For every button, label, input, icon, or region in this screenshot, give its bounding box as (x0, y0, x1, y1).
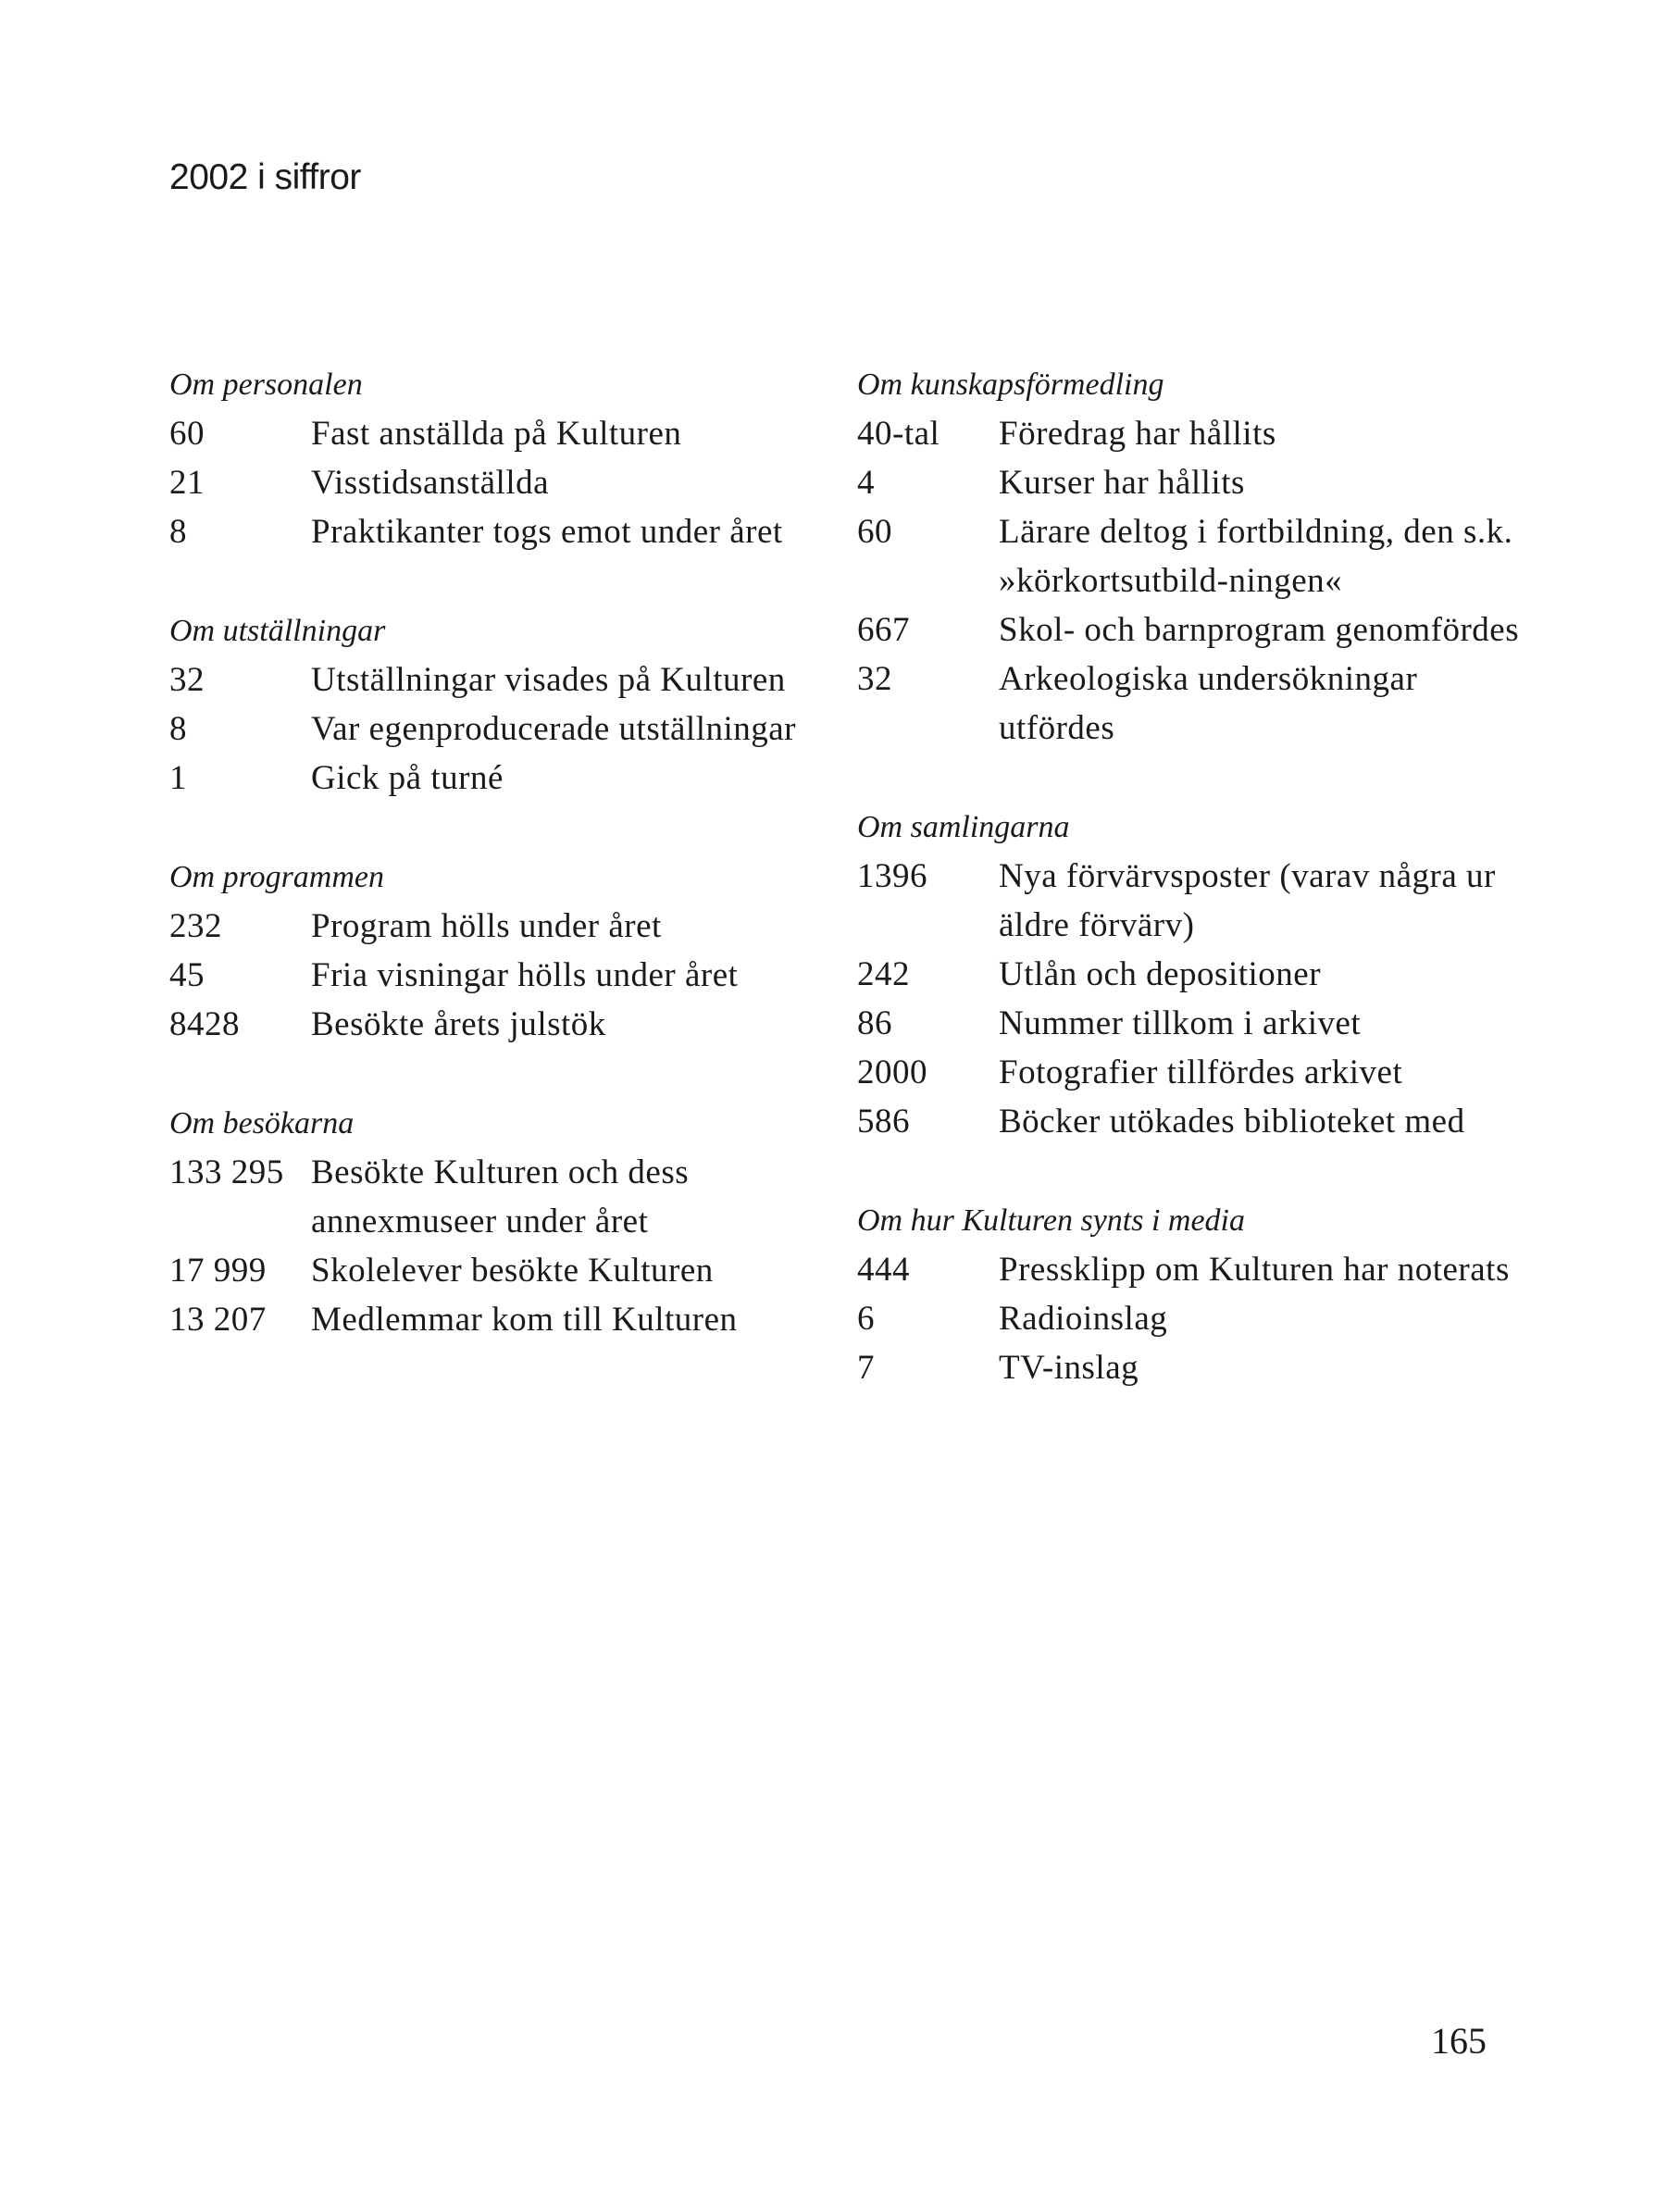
stat-number: 21 (169, 464, 205, 502)
stat-number: 60 (857, 513, 892, 551)
stat-row (169, 655, 827, 704)
stat-row (857, 1097, 1524, 1146)
stat-number: 8428 (169, 1005, 240, 1043)
stat-number: 4 (857, 464, 875, 502)
stat-row (169, 951, 827, 1000)
section-heading: Om hur Kulturen synts i media (857, 1203, 1246, 1238)
stat-row (857, 654, 1524, 753)
stat-text: Böcker utökades biblioteket med (999, 1103, 1465, 1141)
section-media (857, 1197, 1524, 1392)
stat-text: Var egenproducerade utställningar (311, 710, 797, 748)
stat-text: Kurser har hållits (999, 464, 1245, 502)
stat-text: Fria visningar hölls under året (311, 956, 739, 994)
stat-row (169, 1295, 827, 1344)
stat-row (857, 852, 1524, 950)
stat-number: 667 (857, 611, 910, 649)
stat-number: 60 (169, 415, 205, 453)
page-title: 2002 i siffror (169, 157, 361, 197)
stat-text: Fast anställda på Kulturen (311, 415, 682, 453)
stat-number: 32 (169, 661, 205, 699)
stat-number: 1396 (857, 857, 927, 895)
section-heading: Om programmen (169, 860, 385, 894)
left-column (169, 361, 827, 1395)
stat-row (857, 409, 1524, 458)
stat-row (169, 458, 827, 507)
stat-number: 86 (857, 1004, 892, 1042)
stat-text: Radioinslag (999, 1300, 1168, 1338)
stat-text: TV-inslag (999, 1349, 1139, 1387)
stat-number: 8 (169, 513, 187, 551)
stat-row (857, 605, 1524, 654)
section-heading: Om samlingarna (857, 810, 1070, 844)
stat-row (857, 950, 1524, 999)
stat-row (857, 1245, 1524, 1294)
stat-number: 6 (857, 1300, 875, 1338)
section-heading: Om besökarna (169, 1106, 355, 1141)
stat-row (169, 902, 827, 951)
stat-row (857, 458, 1524, 507)
stat-row (857, 1343, 1524, 1392)
stat-text: Lärare deltog i fortbildning, den s.k. »körkortsutbild-ningen« (999, 513, 1513, 600)
stat-row (857, 1048, 1524, 1097)
stat-row (169, 754, 827, 803)
stat-text: Visstidsanställda (311, 464, 550, 502)
stat-number: 242 (857, 955, 910, 993)
stat-row (857, 507, 1524, 605)
page-number: 165 (1431, 2020, 1487, 2062)
stat-number: 133 295 (169, 1153, 284, 1191)
right-column (857, 361, 1524, 1443)
stat-text: Besökte årets julstök (311, 1005, 606, 1043)
stat-text: Nummer tillkom i arkivet (999, 1004, 1362, 1042)
stat-number: 7 (857, 1349, 875, 1387)
stat-number: 8 (169, 710, 187, 748)
stat-number: 444 (857, 1251, 910, 1289)
stat-row (857, 1294, 1524, 1343)
stat-row (169, 409, 827, 458)
stat-row (169, 704, 827, 754)
stat-text: Medlemmar kom till Kulturen (311, 1301, 738, 1339)
section-samlingarna (857, 804, 1524, 1146)
section-utstallningar (169, 607, 827, 803)
stat-number: 45 (169, 956, 205, 994)
stat-row (169, 507, 827, 556)
stat-text: Fotografier tillfördes arkivet (999, 1053, 1403, 1091)
stat-text: Program hölls under året (311, 907, 662, 945)
stat-number: 32 (857, 660, 892, 698)
stat-text: Skolelever besökte Kulturen (311, 1252, 714, 1290)
stat-text: Nya förvärvsposter (varav några ur äldre förvärv) (999, 857, 1496, 944)
stat-text: Gick på turné (311, 759, 504, 797)
stat-number: 40-tal (857, 415, 940, 453)
stat-text: Utlån och depositioner (999, 955, 1322, 993)
stat-row (169, 1246, 827, 1295)
stat-number: 2000 (857, 1053, 927, 1091)
stat-text: Praktikanter togs emot under året (311, 513, 783, 551)
stat-number: 1 (169, 759, 187, 797)
stat-row (857, 999, 1524, 1048)
stat-text: Föredrag har hållits (999, 415, 1276, 453)
stat-text: Skol- och barnprogram genomfördes (999, 611, 1520, 649)
section-heading: Om utställningar (169, 614, 386, 648)
stat-text: Pressklipp om Kulturen har noterats (999, 1251, 1510, 1289)
stat-row (169, 1000, 827, 1049)
stat-number: 232 (169, 907, 222, 945)
section-kunskapsformedling (857, 361, 1524, 753)
stat-number: 17 999 (169, 1252, 267, 1290)
stat-text: Arkeologiska undersökningar utfördes (999, 660, 1418, 747)
section-besokarna (169, 1100, 827, 1344)
section-personalen (169, 361, 827, 556)
stat-text: Besökte Kulturen och dess annexmuseer under året (311, 1153, 690, 1240)
section-heading: Om kunskapsförmedling (857, 368, 1164, 402)
stat-row (169, 1148, 827, 1246)
stat-text: Utställningar visades på Kulturen (311, 661, 786, 699)
stat-number: 586 (857, 1103, 910, 1141)
stat-number: 13 207 (169, 1301, 267, 1339)
section-programmen (169, 854, 827, 1049)
section-heading: Om personalen (169, 368, 363, 402)
